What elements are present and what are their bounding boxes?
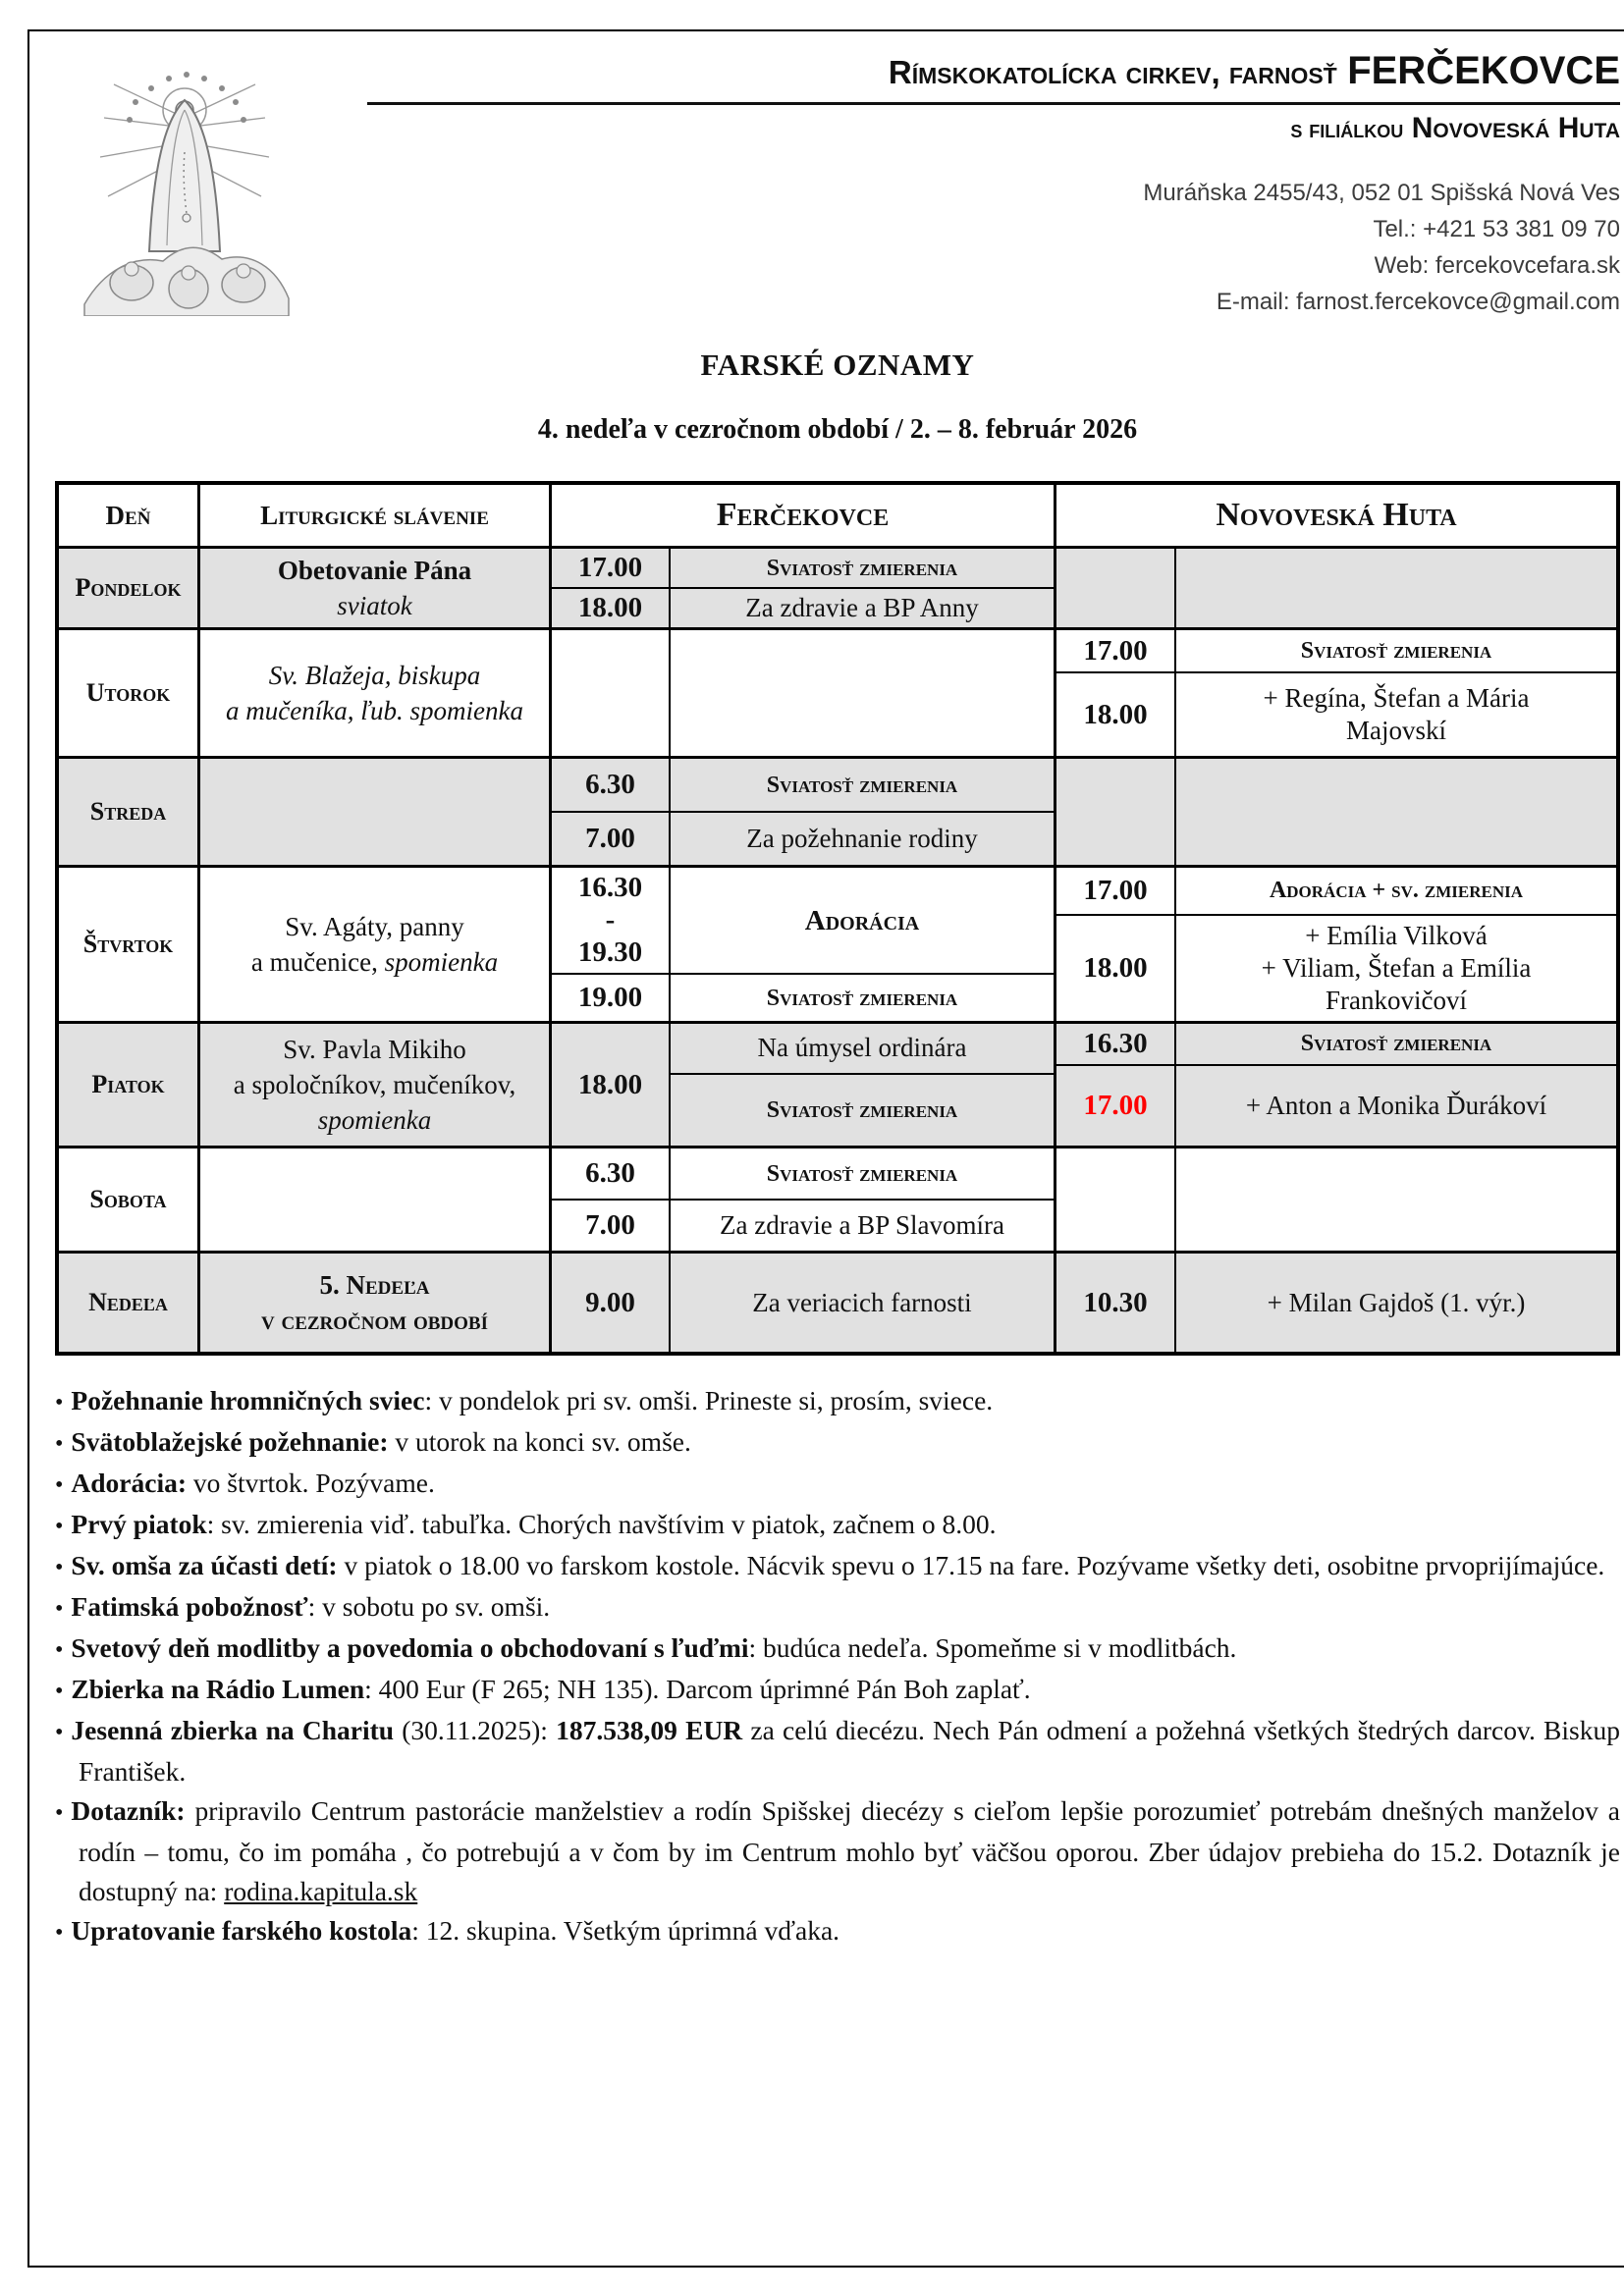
text-line: Sviatosť zmierenia <box>766 1160 958 1187</box>
text-segment: Svätoblažejské požehnanie: <box>71 1426 389 1457</box>
text-line: 19.00 <box>577 982 643 1014</box>
column-header-fercekovce: Ferčekovce <box>552 485 1056 546</box>
email: E-mail: farnost.fercekovce@gmail.com <box>1216 289 1620 315</box>
subtitle-prefix: s filiálkou <box>1290 116 1404 143</box>
liturgy-line <box>269 658 480 693</box>
intention-cell <box>1176 759 1616 763</box>
text-segment: vo štvrtok. Pozývame. <box>187 1468 435 1498</box>
schedule-row <box>59 865 1616 1021</box>
liturgy-line <box>234 1067 515 1102</box>
intention-column <box>1176 759 1616 865</box>
filial-name: Novoveská Huta <box>1411 112 1620 144</box>
intention-column <box>1176 1254 1616 1352</box>
novoveska-huta-cell <box>1056 1254 1616 1352</box>
text-line: + Regína, Štefan a Mária <box>1263 683 1530 714</box>
intention-cell <box>1176 671 1616 756</box>
schedule-row <box>59 1021 1616 1146</box>
schedule-row <box>59 1146 1616 1251</box>
text-line: Sviatosť zmierenia <box>766 1096 958 1123</box>
intention-cell <box>671 1148 1054 1199</box>
intention-cell <box>1176 1064 1616 1146</box>
our-lady-of-fatima-engraving <box>75 59 296 316</box>
intention-column <box>1176 1148 1616 1251</box>
intention-cell <box>1176 1148 1616 1152</box>
text-segment: Sv. omša za účasti detí: <box>71 1550 338 1580</box>
time-cell <box>1056 671 1174 756</box>
text-segment: Sv. Agáty, panny <box>285 912 464 941</box>
text-line: + Emília Vilková <box>1305 920 1488 950</box>
website: Web: fercekovcefara.sk <box>1374 252 1620 279</box>
text-segment: a mučenice, <box>250 947 385 977</box>
text-line: Sviatosť zmierenia <box>766 985 958 1011</box>
parish-title-prefix: Rímskokatolícka cirkev, farnosť <box>888 54 1337 90</box>
time-column <box>1056 1148 1176 1251</box>
text-line: Majovskí <box>1345 716 1446 746</box>
time-cell <box>1056 868 1174 914</box>
time-cell <box>552 549 669 587</box>
time-column <box>1056 868 1176 1021</box>
fercekovce-cell <box>552 759 1056 865</box>
intention-cell <box>671 973 1054 1021</box>
text-line: Sviatosť zmierenia <box>1300 638 1492 665</box>
announcement-item <box>55 1505 1620 1546</box>
letterhead <box>55 31 1620 326</box>
text-line: Za zdravie a BP Slavomíra <box>720 1210 1004 1240</box>
time-column <box>552 630 671 756</box>
time-column <box>552 1024 671 1146</box>
address: Muráňska 2455/43, 052 01 Spišská Nová Ves <box>1143 180 1620 206</box>
parish-title <box>367 49 1620 105</box>
time-cell <box>552 1148 669 1199</box>
announcement-item <box>55 1422 1620 1464</box>
intention-cell <box>671 1199 1054 1251</box>
announcement-item <box>55 1791 1620 1911</box>
our-lady-of-fatima-image <box>75 59 296 316</box>
text-line: 18.00 <box>1083 951 1148 984</box>
text-line: - <box>605 904 616 936</box>
time-cell <box>552 759 669 811</box>
fercekovce-cell <box>552 868 1056 1021</box>
text-segment: pripravilo Centrum pastorácie manželstiev a rodín Spišskej diecézy s cieľom lepšie porozumieť potrebám dnešných manželov a rodín – tomu, čo im pomáha , čo potrebujú a v čom by im Centrum mohlo byť väčšou oporou. Zber údajov prebieha do 15.2. Dotazník je dostupný na: <box>79 1795 1620 1906</box>
table-header-row <box>59 485 1616 546</box>
intention-column <box>671 630 1054 756</box>
intention-cell <box>671 868 1054 973</box>
liturgy-cell <box>200 549 552 627</box>
intention-column <box>671 759 1054 865</box>
bullet-icon: • <box>55 1920 64 1946</box>
time-cell <box>552 811 669 865</box>
text-line: Frankovičoví <box>1326 985 1467 1015</box>
fercekovce-cell <box>552 1024 1056 1146</box>
text-segment: v cezročnom období <box>261 1306 488 1335</box>
intention-cell <box>671 759 1054 811</box>
time-column <box>1056 759 1176 865</box>
link-rodina-kapitula[interactable]: rodina.kapitula.sk <box>224 1876 418 1906</box>
text-line: 10.30 <box>1083 1286 1148 1318</box>
intention-column <box>671 868 1054 1021</box>
time-column <box>552 1254 671 1352</box>
liturgy-line <box>285 909 464 944</box>
intention-cell <box>671 1073 1054 1146</box>
liturgy-cell <box>200 1254 552 1352</box>
bullet-icon: • <box>55 1431 64 1457</box>
text-line: 17.00 <box>577 552 643 583</box>
announcement-item <box>55 1381 1620 1422</box>
time-column <box>1056 1254 1176 1352</box>
novoveska-huta-cell <box>1056 759 1616 865</box>
page-title: FARSKÉ OZNAMY <box>700 347 975 382</box>
text-segment: 5. Nedeľa <box>319 1270 430 1300</box>
mass-schedule-table <box>55 481 1620 1356</box>
day-cell: Piatok <box>59 1024 200 1146</box>
announcement-item <box>55 1629 1620 1670</box>
liturgy-line <box>278 553 471 588</box>
bullet-icon: • <box>55 1679 64 1704</box>
text-segment: za celú diecézu. Nech Pán odmení a požehná všetkých štedrých darcov. Biskup František. <box>79 1715 1620 1787</box>
announcement-item <box>55 1464 1620 1505</box>
text-line: Sviatosť zmierenia <box>766 772 958 798</box>
liturgy-line <box>320 1267 430 1303</box>
bullet-icon: • <box>55 1596 64 1622</box>
time-cell <box>1056 630 1174 671</box>
text-segment: v piatok o 18.00 vo farskom kostole. Nácvik spevu o 17.15 na fare. Pozývame všetky deti, osobitne prvoprijímajúce. <box>337 1550 1605 1580</box>
text-segment: a mučeníka, ľub. spomienka <box>226 696 523 725</box>
time-column <box>552 1148 671 1251</box>
announcement-item <box>55 1546 1620 1587</box>
intention-column <box>1176 630 1616 756</box>
bullet-icon: • <box>55 1720 64 1745</box>
bullet-icon: • <box>55 1637 64 1663</box>
liturgy-line <box>261 1303 488 1338</box>
text-segment: Požehnanie hromničných sviec <box>71 1385 425 1415</box>
text-line: 7.00 <box>585 823 635 854</box>
time-cell <box>552 973 669 1021</box>
text-segment: : budúca nedeľa. Spomeňme si v modlitbách. <box>748 1632 1237 1663</box>
intention-column <box>671 1148 1054 1251</box>
text-line: Adorácia + sv. zmierenia <box>1269 878 1524 904</box>
text-line: 7.00 <box>585 1209 635 1241</box>
text-line: 9.00 <box>585 1286 635 1318</box>
text-segment: Zbierka na Rádio Lumen <box>71 1674 365 1704</box>
text-segment: Jesenná zbierka na Charitu <box>71 1715 395 1745</box>
intention-column <box>1176 868 1616 1021</box>
intention-cell <box>671 630 1054 634</box>
intention-cell <box>1176 630 1616 671</box>
column-header-day: Deň <box>59 485 200 546</box>
time-cell <box>552 587 669 627</box>
text-segment: Sv. Pavla Mikiho <box>283 1035 466 1064</box>
text-line: 16.30 <box>577 872 643 904</box>
novoveska-huta-cell <box>1056 630 1616 756</box>
bullet-icon: • <box>55 1555 64 1580</box>
liturgy-cell <box>200 630 552 756</box>
intention-column <box>671 1254 1054 1352</box>
liturgy-line <box>226 693 523 728</box>
liturgy-cell <box>200 1148 552 1251</box>
intention-cell <box>671 1024 1054 1073</box>
liturgy-cell <box>200 759 552 865</box>
intention-cell <box>671 549 1054 587</box>
text-segment: : sv. zmierenia viď. tabuľka. Chorých navštívim v piatok, začnem o 8.00. <box>206 1509 997 1539</box>
time-column <box>552 759 671 865</box>
text-line: 17.00 <box>1083 874 1148 906</box>
text-segment: a spoločníkov, mučeníkov, <box>233 1070 516 1099</box>
day-cell: Utorok <box>59 630 200 756</box>
time-cell <box>1056 1148 1174 1152</box>
fercekovce-cell <box>552 1148 1056 1251</box>
schedule-row <box>59 1251 1616 1352</box>
intention-cell <box>671 587 1054 627</box>
liturgy-line <box>318 1102 431 1138</box>
text-line: 18.00 <box>1083 698 1148 730</box>
phone: Tel.: +421 53 381 09 70 <box>1373 216 1620 242</box>
bullet-icon: • <box>55 1472 64 1498</box>
intention-column <box>1176 1024 1616 1146</box>
text-line: Na úmysel ordinára <box>757 1033 967 1063</box>
text-line: 18.00 <box>577 592 643 623</box>
novoveska-huta-cell <box>1056 1024 1616 1146</box>
time-cell <box>1056 1254 1174 1352</box>
liturgy-cell <box>200 1024 552 1146</box>
bullet-icon: • <box>55 1514 64 1539</box>
announcements-list <box>55 1381 1620 1952</box>
text-segment: Prvý piatok <box>71 1509 207 1539</box>
text-segment: Dotazník: <box>71 1795 186 1826</box>
novoveska-huta-cell <box>1056 868 1616 1021</box>
text-segment: Svetový deň modlitby a povedomia o obchodovaní s ľuďmi <box>71 1632 749 1663</box>
announcement-item <box>55 1911 1620 1952</box>
intention-column <box>671 1024 1054 1146</box>
time-cell <box>1056 1024 1174 1064</box>
day-cell: Štvrtok <box>59 868 200 1021</box>
text-line: Adorácia <box>804 904 920 936</box>
intention-cell <box>1176 1254 1616 1352</box>
text-line: Za požehnanie rodiny <box>746 824 978 853</box>
text-segment: v utorok na konci sv. omše. <box>388 1426 691 1457</box>
liturgy-line <box>337 588 411 623</box>
intention-cell <box>671 811 1054 865</box>
fercekovce-cell <box>552 630 1056 756</box>
announcement-item <box>55 1670 1620 1711</box>
time-cell <box>552 1254 669 1352</box>
time-column <box>552 868 671 1021</box>
announcement-item <box>55 1587 1620 1629</box>
text-line: Sviatosť zmierenia <box>1300 1031 1492 1057</box>
text-segment: : 12. skupina. Všetkým úprimná vďaka. <box>411 1915 840 1946</box>
time-cell <box>552 630 669 634</box>
text-line: 16.30 <box>1083 1027 1148 1059</box>
time-column <box>552 549 671 627</box>
novoveska-huta-cell <box>1056 549 1616 627</box>
text-line: + Milan Gajdoš (1. výr.) <box>1267 1287 1526 1317</box>
week-title: 4. nedeľa v cezročnom období / 2. – 8. február 2026 <box>537 414 1138 445</box>
schedule-row <box>59 546 1616 627</box>
text-line: Za zdravie a BP Anny <box>745 593 979 622</box>
text-segment: Sv. Blažeja, biskupa <box>268 661 481 690</box>
time-cell <box>552 1024 669 1146</box>
text-line: 17.00 <box>1083 1089 1148 1121</box>
time-column <box>1056 549 1176 627</box>
intention-cell <box>671 1254 1054 1352</box>
parish-name: FERČEKOVCE <box>1347 49 1620 92</box>
liturgy-cell <box>200 868 552 1021</box>
text-segment: : 400 Eur (F 265; NH 135). Darcom úprimné Pán Boh zaplať. <box>364 1674 1031 1704</box>
intention-cell <box>1176 549 1616 553</box>
liturgy-line <box>251 944 498 980</box>
day-cell: Nedeľa <box>59 1254 200 1352</box>
bullet-icon: • <box>55 1800 64 1826</box>
text-line: Za veriacich farnosti <box>752 1287 972 1317</box>
schedule-row <box>59 627 1616 756</box>
text-segment: Obetovanie Pána <box>277 556 472 585</box>
novoveska-huta-cell <box>1056 1148 1616 1251</box>
parish-bulletin-page <box>27 29 1624 2268</box>
intention-column <box>1176 549 1616 627</box>
column-header-novoveska-huta: Novoveská Huta <box>1216 497 1457 533</box>
time-cell <box>1056 1064 1174 1146</box>
time-cell <box>552 1199 669 1251</box>
day-cell: Sobota <box>59 1148 200 1251</box>
text-line: 6.30 <box>585 769 635 800</box>
announcement-item <box>55 1711 1620 1791</box>
fercekovce-cell <box>552 549 1056 627</box>
fercekovce-cell <box>552 1254 1056 1352</box>
text-line: 19.30 <box>577 936 643 969</box>
liturgy-line <box>283 1032 466 1067</box>
text-segment: : v sobotu po sv. omši. <box>307 1591 551 1622</box>
time-cell <box>1056 549 1174 553</box>
intention-column <box>671 549 1054 627</box>
time-column <box>1056 1024 1176 1146</box>
time-cell <box>1056 759 1174 763</box>
time-cell <box>1056 914 1174 1021</box>
text-line: + Anton a Monika Ďurákoví <box>1245 1090 1547 1120</box>
text-segment: Adorácia: <box>71 1468 188 1498</box>
text-segment: sviatok <box>337 591 412 620</box>
day-cell: Pondelok <box>59 549 200 627</box>
text-line: 17.00 <box>1083 634 1148 667</box>
text-segment: Fatimská pobožnosť <box>71 1591 308 1622</box>
text-segment: 187.538,09 EUR <box>556 1715 743 1745</box>
day-cell: Streda <box>59 759 200 865</box>
schedule-row <box>59 756 1616 865</box>
bullet-icon: • <box>55 1390 64 1415</box>
time-column <box>1056 630 1176 756</box>
text-line: 18.00 <box>577 1068 643 1100</box>
text-line: + Viliam, Štefan a Emília <box>1261 952 1532 983</box>
intention-cell <box>1176 914 1616 1021</box>
intention-cell <box>1176 868 1616 914</box>
time-cell <box>552 868 669 973</box>
text-segment: spomienka <box>384 947 499 977</box>
text-segment: : v pondelok pri sv. omši. Prineste si, prosím, sviece. <box>424 1385 994 1415</box>
text-segment: (30.11.2025): <box>394 1715 557 1745</box>
text-line: Sviatosť zmierenia <box>766 555 958 581</box>
text-segment: Upratovanie farského kostola <box>71 1915 412 1946</box>
text-segment: spomienka <box>317 1105 432 1135</box>
intention-cell <box>1176 1024 1616 1064</box>
column-header-liturgy: Liturgické slávenie <box>200 485 552 546</box>
text-line: 6.30 <box>585 1157 635 1189</box>
